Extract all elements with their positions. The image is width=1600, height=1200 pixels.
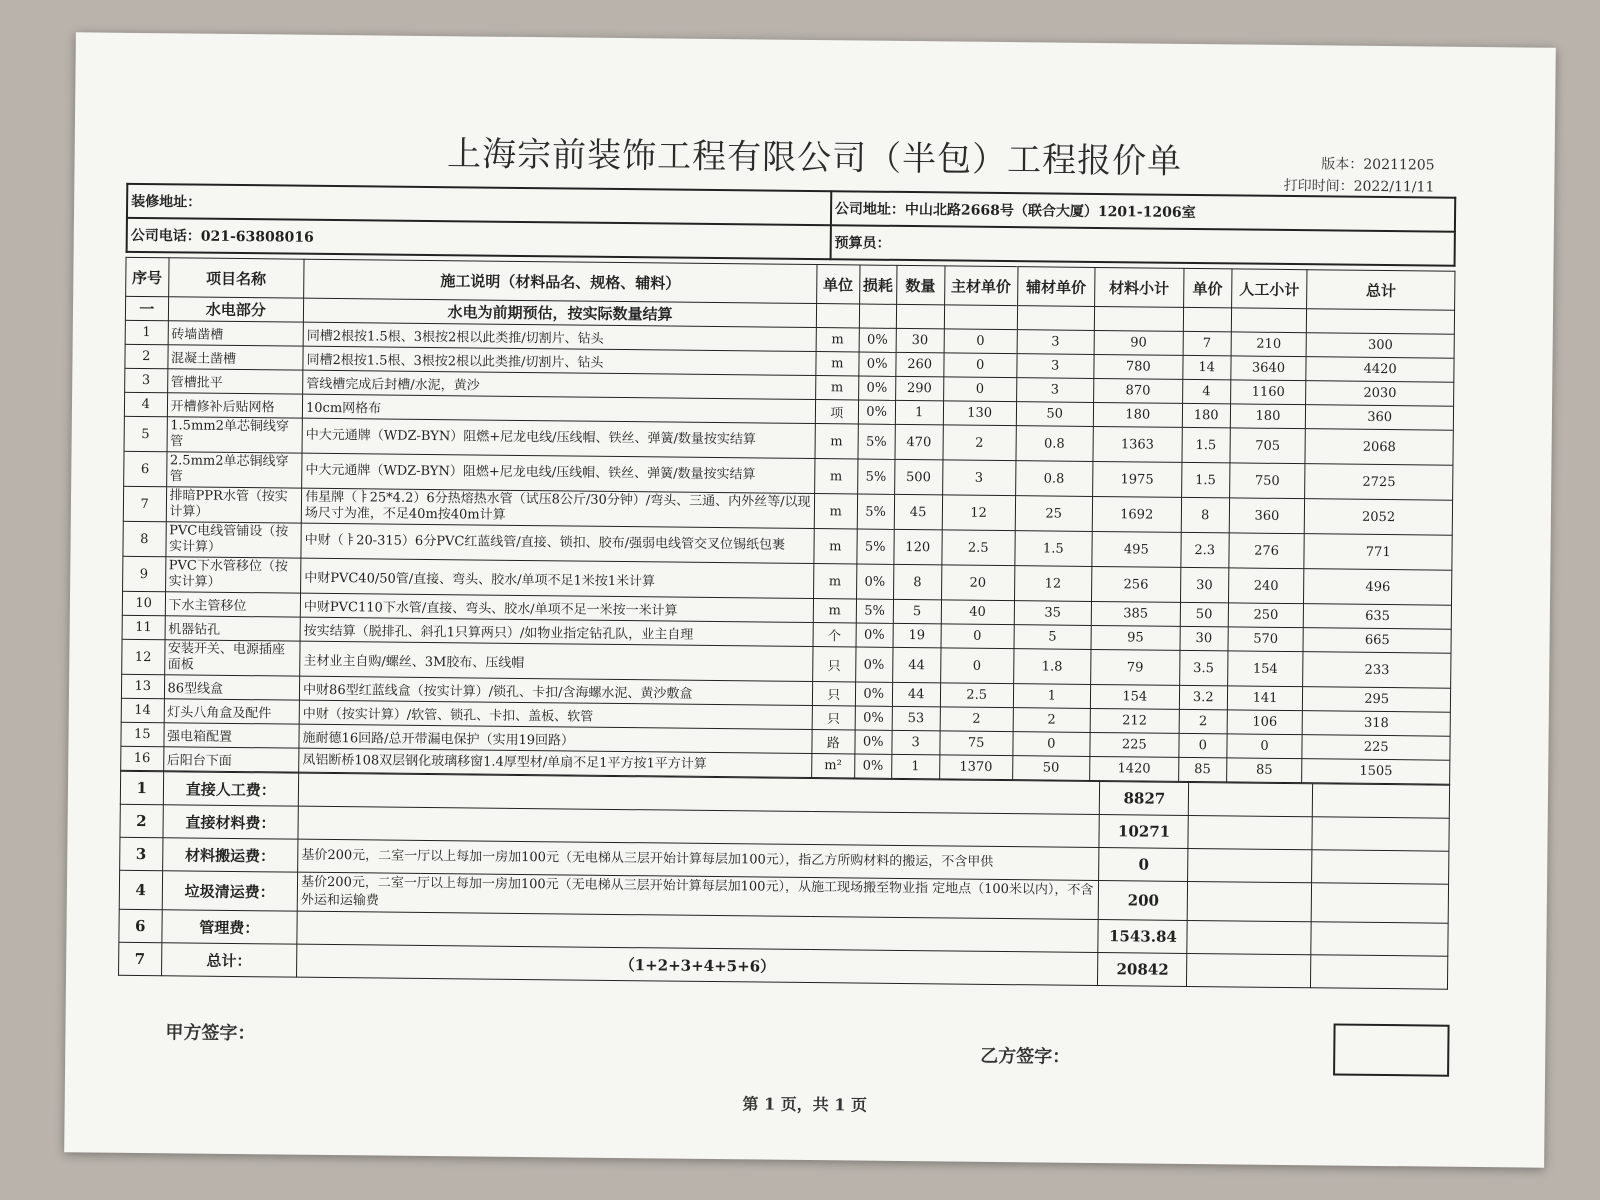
row-number: 11 — [122, 615, 165, 639]
estimator: 预算员： — [830, 225, 1454, 266]
summary-name: 材料搬运费： — [162, 838, 298, 872]
summary-number: 1 — [120, 771, 163, 804]
main-material-price: 20 — [941, 565, 1014, 601]
header-cell: 主材单价 — [944, 266, 1017, 306]
quantity: 290 — [895, 376, 943, 400]
row-total: 300 — [1306, 333, 1454, 359]
items-body — [121, 296, 1455, 784]
summary-value: 10271 — [1099, 815, 1188, 849]
row-total: 1505 — [1302, 759, 1450, 785]
quantity: 45 — [894, 494, 942, 529]
loss-rate: 0% — [854, 754, 891, 778]
row-total: 4420 — [1306, 357, 1454, 383]
loss-rate: 5% — [857, 494, 895, 529]
row-total: 2725 — [1305, 464, 1453, 501]
summary-table — [118, 771, 1450, 990]
row-number: 7 — [123, 486, 166, 521]
row-total: 318 — [1303, 711, 1451, 737]
labor-unit-price: 180 — [1182, 403, 1230, 427]
party-a-signature-label: 甲方签字： — [165, 1022, 256, 1045]
construction-note: 同槽2根按1.5根、3根按2根以此类推/切割片、钻头 — [303, 346, 816, 375]
section-number: 一 — [125, 296, 168, 320]
construction-note: 中财（按实计算）/软管、锁孔、卡扣、盖板、软管 — [299, 700, 812, 729]
quantity: 1 — [891, 754, 939, 778]
row-number: 1 — [125, 320, 168, 344]
loss-rate: 0% — [859, 328, 896, 352]
unit: 路 — [812, 730, 855, 754]
summary-value: 20842 — [1098, 953, 1187, 987]
labor-unit-price: 30 — [1180, 626, 1228, 650]
empty-cell — [1187, 953, 1311, 987]
print-time-label: 打印时间：2022/11/11 — [1283, 177, 1435, 196]
company-address: 公司地址：中山北路2668号（联合大厦）1201-1206室 — [831, 191, 1455, 232]
row-total: 496 — [1304, 569, 1452, 606]
row-number: 3 — [125, 368, 168, 392]
item-name: 安装开关、电源插座面板 — [164, 640, 300, 676]
construction-note: 同槽2根按1.5根、3根按2根以此类推/切割片、钻头 — [303, 322, 816, 351]
summary-value: 200 — [1099, 881, 1188, 921]
page-footer: 第 1 页，共 1 页 — [742, 1094, 868, 1115]
labor-subtotal: 240 — [1228, 568, 1304, 604]
document-title: 上海宗前装饰工程有限公司（半包）工程报价单 — [446, 134, 1183, 182]
row-total: 225 — [1302, 735, 1450, 761]
labor-subtotal: 85 — [1226, 758, 1302, 783]
construction-note: 中财（ￄ20-315）6分PVC红蓝线管/直接、锁扣、胶布/强弱电线管交叉位锡纸包裹 — [301, 523, 814, 563]
labor-unit-price: 2 — [1179, 709, 1227, 733]
aux-material-price: 0 — [1013, 732, 1090, 757]
construction-note: 中财PVC40/50管/直接、弯头、胶水/单项不足1米按1米计算 — [301, 558, 814, 598]
item-name: 混凝土凿槽 — [167, 345, 303, 370]
unit: m — [816, 328, 859, 352]
summary-description: 基价200元，二室一厅以上每加一房加100元（无电梯从三层开始计算每层加100元），指乙方所购材料的搬运，不含甲供 — [298, 839, 1100, 880]
unit: m — [816, 352, 859, 376]
unit: 项 — [815, 400, 858, 424]
main-material-price: 40 — [941, 600, 1014, 625]
unit: m — [814, 564, 857, 599]
unit: m² — [812, 754, 855, 778]
aux-material-price: 25 — [1015, 496, 1092, 532]
loss-rate: 0% — [858, 352, 895, 376]
summary-value: 8827 — [1100, 782, 1189, 816]
labor-subtotal: 210 — [1231, 332, 1307, 357]
empty-cell — [1311, 883, 1448, 923]
labor-unit-price: 7 — [1183, 331, 1231, 355]
construction-note: 凤铝断桥108双层钢化玻璃移窗1.4厚型材/单扇不足1平方按1平方计算 — [299, 748, 812, 777]
row-total: 635 — [1304, 604, 1452, 630]
empty-cell — [1312, 817, 1449, 851]
empty-cell — [1187, 920, 1311, 954]
construction-note: 中财86型红蓝线盒（按实计算）/锁孔、卡扣/含海螺水泥、黄沙敷盒 — [299, 676, 812, 705]
quantity: 470 — [895, 424, 943, 459]
row-number: 2 — [125, 344, 168, 368]
main-material-price: 0 — [940, 648, 1013, 684]
main-material-price: 0 — [941, 624, 1014, 649]
summary-description: （1+2+3+4+5+6） — [297, 944, 1099, 985]
quantity: 30 — [896, 328, 944, 352]
item-name: 排暗PPR水管（按实计算） — [166, 487, 302, 523]
item-name: 2.5mm2单芯铜线穿管 — [166, 452, 302, 488]
item-name: PVC电线管铺设（按实计算） — [165, 522, 301, 558]
main-material-price: 12 — [942, 495, 1015, 531]
item-name: 管槽批平 — [167, 369, 303, 394]
summary-name: 垃圾清运费： — [162, 871, 298, 911]
labor-unit-price: 2.3 — [1181, 532, 1229, 567]
company-phone: 公司电话：021-63808016 — [127, 218, 831, 259]
material-subtotal: 1975 — [1092, 461, 1181, 497]
row-total: 771 — [1304, 534, 1452, 571]
material-subtotal: 385 — [1091, 601, 1180, 626]
labor-unit-price: 4 — [1182, 379, 1230, 403]
construction-note: 管线槽完成后封槽/水泥，黄沙 — [303, 370, 816, 399]
main-material-price: 0 — [944, 329, 1017, 354]
labor-unit-price: 14 — [1183, 355, 1231, 379]
summary-number: 4 — [119, 870, 162, 909]
labor-unit-price: 1.5 — [1182, 427, 1230, 462]
section-description: 水电为前期预估，按实际数量结算 — [303, 298, 816, 327]
summary-name: 直接材料费： — [162, 805, 298, 839]
row-number: 13 — [121, 674, 164, 698]
quantity: 44 — [892, 682, 940, 706]
main-material-price: 2.5 — [940, 683, 1013, 708]
row-total: 360 — [1306, 405, 1454, 431]
unit: m — [815, 424, 858, 459]
quotation-table-frame — [118, 183, 1456, 990]
item-name: 1.5mm2单芯铜线穿管 — [167, 417, 303, 453]
labor-subtotal: 250 — [1228, 603, 1304, 628]
empty-cell — [1312, 784, 1449, 818]
labor-subtotal: 106 — [1227, 710, 1303, 735]
item-name: 后阳台下面 — [163, 747, 299, 772]
material-subtotal: 154 — [1090, 684, 1179, 709]
loss-rate: 0% — [858, 376, 895, 400]
material-subtotal: 79 — [1090, 649, 1179, 685]
unit: 只 — [812, 706, 855, 730]
row-total: 665 — [1303, 628, 1451, 654]
main-material-price: 2.5 — [942, 530, 1015, 566]
main-material-price: 130 — [943, 401, 1016, 426]
empty-cell — [1188, 815, 1312, 849]
header-cell: 单价 — [1183, 268, 1231, 307]
summary-number: 6 — [119, 909, 162, 942]
labor-unit-price: 8 — [1181, 497, 1229, 532]
material-subtotal: 780 — [1094, 354, 1183, 379]
quantity: 53 — [892, 706, 940, 730]
labor-subtotal: 276 — [1229, 533, 1305, 569]
loss-rate: 0% — [855, 706, 892, 730]
construction-note: 中大元通牌（WDZ-BYN）阻燃+尼龙电线/压线帽、铁丝、弹簧/数量按实结算 — [302, 418, 815, 458]
empty-cell — [1311, 955, 1448, 989]
item-name: 砖墙凿槽 — [168, 321, 304, 346]
aux-material-price: 1 — [1013, 684, 1090, 709]
empty-cell — [1311, 922, 1448, 956]
labor-subtotal: 570 — [1228, 627, 1304, 652]
unit: m — [814, 529, 857, 564]
main-material-price: 2 — [943, 425, 1016, 461]
construction-note: 伟星牌（ￄ25*4.2）6分热熔热水管（试压8公斤/30分钟）/弯头、三通、内外丝等/以现场尺寸为准，不足40m按40m计算 — [301, 488, 814, 528]
quantity: 1 — [895, 400, 943, 424]
row-total: 2052 — [1305, 499, 1453, 536]
labor-unit-price: 85 — [1178, 757, 1226, 781]
loss-rate: 5% — [856, 599, 893, 623]
row-number: 10 — [122, 591, 165, 615]
info-table — [126, 183, 1457, 267]
material-subtotal: 256 — [1091, 566, 1180, 602]
empty-cell — [1312, 850, 1449, 884]
empty-cell — [1188, 848, 1312, 882]
row-number: 15 — [121, 722, 164, 746]
header-cell: 损耗 — [859, 265, 897, 304]
material-subtotal: 495 — [1092, 531, 1181, 567]
labor-unit-price: 3.5 — [1179, 650, 1227, 685]
loss-rate: 0% — [855, 647, 893, 682]
unit: m — [814, 494, 857, 529]
loss-rate: 0% — [856, 564, 894, 599]
header-cell: 辅材单价 — [1017, 267, 1094, 307]
row-total: 2030 — [1306, 381, 1454, 407]
construction-note: 10cm网格布 — [302, 394, 815, 423]
row-number: 14 — [121, 698, 164, 722]
decoration-address: 装修地址： — [127, 184, 831, 225]
quantity: 260 — [896, 352, 944, 376]
item-name: 下水主管移位 — [165, 592, 301, 617]
labor-unit-price: 30 — [1180, 567, 1228, 602]
loss-rate: 5% — [856, 529, 894, 564]
construction-note: 中大元通牌（WDZ-BYN）阻燃+尼龙电线/压线帽、铁丝、弹簧/数量按实结算 — [302, 453, 815, 493]
header-cell: 施工说明（材料品名、规格、辅料） — [304, 259, 817, 303]
item-name: 86型线盒 — [164, 675, 300, 700]
row-number: 12 — [122, 639, 165, 674]
unit: m — [815, 459, 858, 494]
aux-material-price: 3 — [1017, 330, 1094, 355]
unit: 只 — [812, 682, 855, 706]
material-subtotal: 870 — [1093, 378, 1182, 403]
summary-value: 0 — [1099, 848, 1188, 882]
labor-unit-price: 1.5 — [1181, 462, 1229, 497]
main-material-price: 3 — [942, 460, 1015, 496]
labor-subtotal: 750 — [1229, 463, 1305, 499]
aux-material-price: 3 — [1017, 354, 1094, 379]
labor-subtotal: 0 — [1227, 734, 1303, 759]
material-subtotal: 95 — [1091, 625, 1180, 650]
loss-rate: 0% — [858, 400, 895, 424]
header-cell: 数量 — [896, 265, 944, 304]
loss-rate: 5% — [858, 424, 896, 459]
item-name: 开槽修补后贴网格 — [167, 393, 303, 418]
quantity: 19 — [893, 623, 941, 647]
version-label: 版本：20211205 — [1321, 156, 1435, 174]
labor-subtotal: 154 — [1227, 651, 1303, 687]
unit: 只 — [813, 647, 856, 682]
material-subtotal: 1363 — [1093, 426, 1182, 462]
labor-unit-price: 3.2 — [1179, 685, 1227, 709]
construction-note: 中财PVC110下水管/直接、弯头、胶水/单项不足一米按一米计算 — [300, 593, 813, 622]
construction-note: 主材业主自购/螺丝、3M胶布、压线帽 — [300, 641, 813, 681]
material-subtotal: 180 — [1093, 402, 1182, 427]
material-subtotal: 1692 — [1092, 496, 1181, 532]
aux-material-price: 1.8 — [1013, 649, 1090, 685]
row-total: 295 — [1303, 687, 1451, 713]
loss-rate: 0% — [855, 682, 892, 706]
quantity: 44 — [892, 647, 940, 682]
labor-subtotal: 360 — [1229, 498, 1305, 534]
labor-subtotal: 141 — [1227, 686, 1303, 711]
main-material-price: 2 — [940, 707, 1013, 732]
unit: 个 — [813, 623, 856, 647]
loss-rate: 0% — [854, 730, 891, 754]
labor-subtotal: 1160 — [1230, 380, 1306, 405]
quotation-sheet — [64, 32, 1556, 1167]
summary-name: 直接人工费： — [163, 772, 299, 806]
row-number: 4 — [124, 392, 167, 416]
loss-rate: 5% — [857, 459, 895, 494]
summary-name: 总计： — [161, 943, 297, 977]
aux-material-price: 50 — [1016, 402, 1093, 427]
items-table — [120, 257, 1455, 785]
row-total: 233 — [1303, 652, 1451, 689]
quantity: 120 — [894, 529, 942, 564]
loss-rate: 0% — [856, 623, 893, 647]
quantity: 3 — [892, 730, 940, 754]
aux-material-price: 3 — [1016, 378, 1093, 403]
header-cell: 人工小计 — [1231, 269, 1307, 309]
row-number: 8 — [123, 521, 166, 556]
item-name: 强电箱配置 — [163, 723, 299, 748]
quantity: 5 — [893, 599, 941, 623]
header-cell: 序号 — [126, 257, 169, 296]
header-cell: 单位 — [817, 265, 860, 304]
row-number: 5 — [124, 416, 167, 451]
main-material-price: 75 — [940, 731, 1013, 756]
unit: m — [813, 599, 856, 623]
labor-subtotal: 180 — [1230, 404, 1306, 429]
aux-material-price: 0.8 — [1015, 461, 1092, 497]
unit: m — [816, 376, 859, 400]
quantity: 8 — [893, 564, 941, 599]
labor-subtotal: 3640 — [1230, 356, 1306, 381]
summary-number: 7 — [119, 942, 162, 975]
construction-note: 施耐德16回路/总开带漏电保护（实用19回路） — [299, 724, 812, 753]
item-name: 灯头八角盒及配件 — [164, 699, 300, 724]
quantity: 500 — [894, 459, 942, 494]
labor-subtotal: 705 — [1230, 428, 1306, 464]
summary-name: 管理费： — [161, 910, 297, 944]
signature-box — [1333, 1024, 1450, 1077]
labor-unit-price: 50 — [1180, 602, 1228, 626]
summary-body — [119, 771, 1450, 989]
aux-material-price: 5 — [1014, 625, 1091, 650]
main-material-price: 1370 — [939, 755, 1012, 780]
empty-cell — [1189, 782, 1313, 816]
aux-material-price: 0.8 — [1016, 426, 1093, 462]
row-number: 6 — [124, 451, 167, 486]
header-cell: 材料小计 — [1094, 267, 1183, 307]
document-meta — [1284, 153, 1435, 199]
summary-number: 3 — [120, 837, 163, 870]
party-b-signature-label: 乙方签字： — [980, 1045, 1071, 1068]
aux-material-price: 2 — [1013, 708, 1090, 733]
row-total: 2068 — [1305, 429, 1453, 466]
main-material-price: 0 — [943, 353, 1016, 378]
material-subtotal: 90 — [1094, 330, 1183, 355]
aux-material-price: 12 — [1014, 566, 1091, 602]
summary-description: 基价200元，二室一厅以上每加一房加100元（无电梯从三层开始计算每层加100元），从施工现场搬至物业指 定地点（100米以内），不含外运和运输费 — [297, 872, 1099, 919]
row-number: 16 — [121, 746, 164, 770]
labor-unit-price: 0 — [1179, 733, 1227, 757]
row-number: 9 — [123, 556, 166, 591]
header-cell: 总计 — [1307, 270, 1455, 311]
item-name: PVC下水管移位（按实计算） — [165, 557, 301, 593]
header-cell: 项目名称 — [168, 258, 304, 298]
empty-cell — [1188, 881, 1312, 921]
material-subtotal: 225 — [1090, 732, 1179, 757]
construction-note: 按实结算（脱排孔、斜孔1只算两只）/如物业指定钻孔队，业主自理 — [300, 617, 813, 646]
summary-value: 1543.84 — [1098, 920, 1187, 954]
summary-number: 2 — [120, 804, 163, 837]
aux-material-price: 50 — [1012, 756, 1089, 781]
aux-material-price: 1.5 — [1015, 531, 1092, 567]
aux-material-price: 35 — [1014, 601, 1091, 626]
material-subtotal: 212 — [1090, 708, 1179, 733]
section-name: 水电部分 — [168, 297, 304, 322]
item-name: 机器钻孔 — [165, 616, 301, 641]
main-material-price: 0 — [943, 377, 1016, 402]
material-subtotal: 1420 — [1089, 756, 1178, 781]
